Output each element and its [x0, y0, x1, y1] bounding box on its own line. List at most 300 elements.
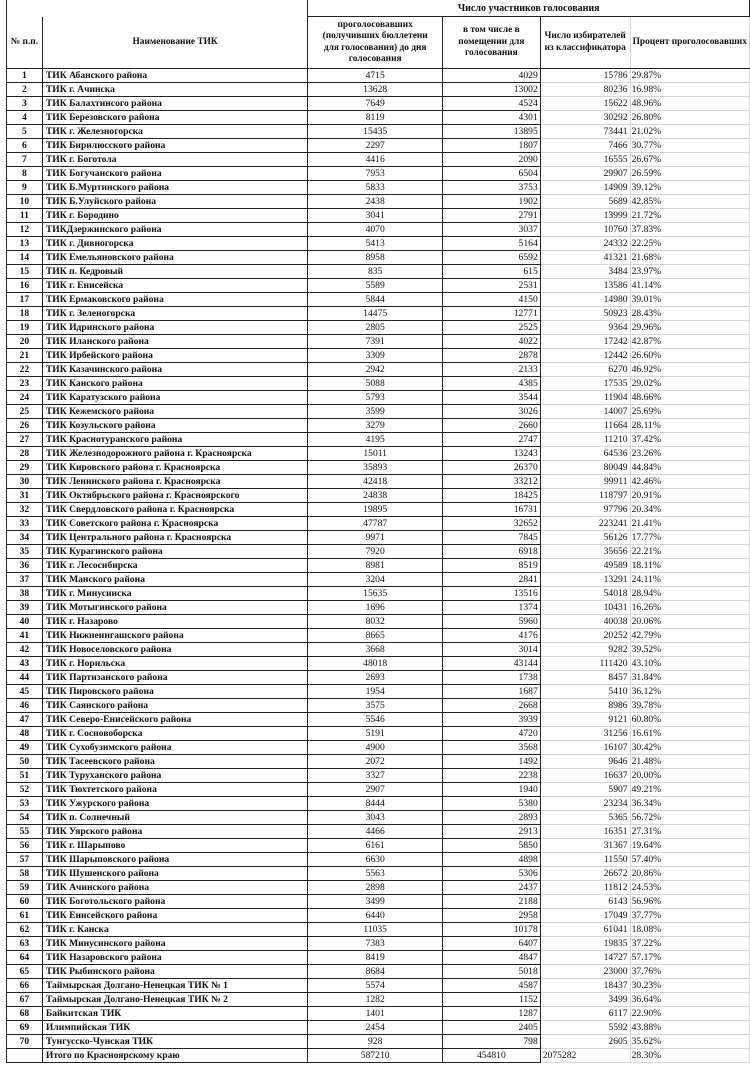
row-tik-name: ТИК Кировского района г. Красноярска: [42, 461, 308, 475]
row-number: 35: [7, 545, 43, 559]
row-voters: 97796: [540, 503, 630, 517]
table-row: [7, 573, 750, 587]
row-tik-name: ТИК г. Норильска: [42, 657, 308, 671]
row-voted: 3327: [308, 769, 443, 783]
row-tik-name: ТИК Ермаковского района: [42, 293, 308, 307]
row-voted: 35893: [308, 461, 443, 475]
row-voted: 7649: [308, 97, 443, 111]
row-number: 37: [7, 573, 43, 587]
row-tik-name: ТИК г. Лесосибирска: [42, 559, 308, 573]
row-voted: 3499: [308, 895, 443, 909]
row-percent: 29.96%: [630, 321, 749, 335]
row-voters: 6270: [540, 363, 630, 377]
row-voters: 16351: [540, 825, 630, 839]
row-voted: 15435: [308, 125, 443, 139]
row-tik-name: ТИК Кежемского района: [42, 405, 308, 419]
row-voters: 11210: [540, 433, 630, 447]
table-row: [7, 993, 750, 1007]
row-percent: 23.97%: [630, 265, 749, 279]
table-row: [7, 909, 750, 923]
row-voters: 13999: [540, 209, 630, 223]
table-row: [7, 783, 750, 797]
row-in-premises: 4847: [442, 951, 540, 965]
row-in-premises: 4385: [442, 377, 540, 391]
row-voted: 24838: [308, 489, 443, 503]
row-voted: 6161: [308, 839, 443, 853]
row-number: 53: [7, 797, 43, 811]
row-voters: 50923: [540, 307, 630, 321]
row-percent: 60.80%: [630, 713, 749, 727]
row-tik-name: ТИК г. Минусинска: [42, 587, 308, 601]
row-number: 17: [7, 293, 43, 307]
row-tik-name: ТИК Тюхтетского района: [42, 783, 308, 797]
table-row: [7, 209, 750, 223]
row-voters: 6143: [540, 895, 630, 909]
row-voted: 5844: [308, 293, 443, 307]
row-tik-name: ТИКДзержинского района: [42, 223, 308, 237]
row-number: 47: [7, 713, 43, 727]
row-in-premises: 2660: [442, 419, 540, 433]
row-percent: 21.68%: [630, 251, 749, 265]
row-percent: 48.96%: [630, 97, 749, 111]
row-voted: 8419: [308, 951, 443, 965]
row-voters: 8457: [540, 671, 630, 685]
row-percent: 16.98%: [630, 83, 749, 97]
row-number: 50: [7, 755, 43, 769]
row-number: 59: [7, 881, 43, 895]
row-tik-name: Таймырская Долгано-Ненецкая ТИК № 2: [42, 993, 308, 1007]
row-number: 43: [7, 657, 43, 671]
table-row: [7, 825, 750, 839]
row-percent: 56.96%: [630, 895, 749, 909]
row-percent: 20.00%: [630, 769, 749, 783]
row-number: 7: [7, 153, 43, 167]
row-tik-name: ТИК Советского района г. Красноярска: [42, 517, 308, 531]
row-voted: 5833: [308, 181, 443, 195]
row-voted: 4195: [308, 433, 443, 447]
table-row: [7, 265, 750, 279]
table-row: [7, 979, 750, 993]
row-voters: 17049: [540, 909, 630, 923]
row-voters: 9646: [540, 755, 630, 769]
row-voters: 13586: [540, 279, 630, 293]
row-tik-name: ТИК Казачинского района: [42, 363, 308, 377]
row-tik-name: Байкитская ТИК: [42, 1007, 308, 1021]
row-voted: 2907: [308, 783, 443, 797]
row-in-premises: 798: [442, 1035, 540, 1049]
row-percent: 43.88%: [630, 1021, 749, 1035]
row-voters: 49589: [540, 559, 630, 573]
row-voters: 73441: [540, 125, 630, 139]
row-percent: 21.72%: [630, 209, 749, 223]
row-in-premises: 1492: [442, 755, 540, 769]
row-tik-name: ТИК г. Канска: [42, 923, 308, 937]
row-voters: 80049: [540, 461, 630, 475]
row-tik-name: ТИК Шарыповского района: [42, 853, 308, 867]
table-row: [7, 489, 750, 503]
row-in-premises: 6407: [442, 937, 540, 951]
row-in-premises: 5164: [442, 237, 540, 251]
row-tik-name: Таймырская Долгано-Ненецкая ТИК № 1: [42, 979, 308, 993]
row-voted: 5191: [308, 727, 443, 741]
row-number: 13: [7, 237, 43, 251]
row-voted: 9971: [308, 531, 443, 545]
row-percent: 28.11%: [630, 419, 749, 433]
row-in-premises: 32652: [442, 517, 540, 531]
row-number: 38: [7, 587, 43, 601]
row-percent: 26.80%: [630, 111, 749, 125]
row-number: 22: [7, 363, 43, 377]
row-in-premises: 5306: [442, 867, 540, 881]
row-voters: 13291: [540, 573, 630, 587]
row-voters: 5907: [540, 783, 630, 797]
row-voters: 14727: [540, 951, 630, 965]
row-in-premises: 2668: [442, 699, 540, 713]
row-in-premises: 3037: [442, 223, 540, 237]
row-percent: 49.21%: [630, 783, 749, 797]
table-row: [7, 279, 750, 293]
row-voted: 3668: [308, 643, 443, 657]
row-percent: 37.76%: [630, 965, 749, 979]
row-percent: 44.84%: [630, 461, 749, 475]
row-number: 33: [7, 517, 43, 531]
row-voters: 14980: [540, 293, 630, 307]
row-in-premises: 4898: [442, 853, 540, 867]
row-voters: 15622: [540, 97, 630, 111]
row-voted: 5574: [308, 979, 443, 993]
table-row: [7, 839, 750, 853]
row-in-premises: 1807: [442, 139, 540, 153]
row-number: 29: [7, 461, 43, 475]
row-number: 42: [7, 643, 43, 657]
row-number: 62: [7, 923, 43, 937]
row-percent: 18.11%: [630, 559, 749, 573]
header-col-voted: проголосовавших (получивших бюллетени для голосования) до дня голосования: [308, 17, 443, 69]
row-in-premises: 13516: [442, 587, 540, 601]
row-in-premises: 2841: [442, 573, 540, 587]
row-percent: 37.83%: [630, 223, 749, 237]
row-number: 11: [7, 209, 43, 223]
row-tik-name: ТИК Идринского района: [42, 321, 308, 335]
row-voted: 6440: [308, 909, 443, 923]
row-voted: 4070: [308, 223, 443, 237]
row-number: 67: [7, 993, 43, 1007]
row-tik-name: ТИК Каратузского района: [42, 391, 308, 405]
table-row: [7, 713, 750, 727]
row-voted: 2898: [308, 881, 443, 895]
row-number: 64: [7, 951, 43, 965]
row-tik-name: ТИК Нижнеингашского района: [42, 629, 308, 643]
row-in-premises: 3753: [442, 181, 540, 195]
header-col-name: Наименование ТИК: [42, 17, 308, 69]
row-voters: 26672: [540, 867, 630, 881]
table-row: [7, 741, 750, 755]
row-voted: 2297: [308, 139, 443, 153]
row-in-premises: 3544: [442, 391, 540, 405]
table-row: [7, 727, 750, 741]
row-percent: 20.34%: [630, 503, 749, 517]
total-voted: 587210: [308, 1049, 443, 1063]
row-in-premises: 6504: [442, 167, 540, 181]
row-percent: 39.12%: [630, 181, 749, 195]
row-number: 54: [7, 811, 43, 825]
row-voters: 10760: [540, 223, 630, 237]
row-percent: 27.31%: [630, 825, 749, 839]
total-row: [7, 1049, 750, 1063]
row-voted: 19895: [308, 503, 443, 517]
header-col-num: № п.п.: [7, 17, 43, 69]
row-voters: 16555: [540, 153, 630, 167]
row-tik-name: Тунгусско-Чунская ТИК: [42, 1035, 308, 1049]
row-voted: 7953: [308, 167, 443, 181]
row-percent: 39.78%: [630, 699, 749, 713]
row-in-premises: 3939: [442, 713, 540, 727]
row-percent: 36.12%: [630, 685, 749, 699]
row-percent: 39.01%: [630, 293, 749, 307]
table-row: [7, 195, 750, 209]
row-tik-name: ТИК Ужурского района: [42, 797, 308, 811]
row-in-premises: 3026: [442, 405, 540, 419]
row-number: 6: [7, 139, 43, 153]
row-voters: 16107: [540, 741, 630, 755]
row-voters: 5365: [540, 811, 630, 825]
row-tik-name: ТИК Абанского района: [42, 69, 308, 83]
row-tik-name: ТИК Бирилюсского района: [42, 139, 308, 153]
row-voted: 5413: [308, 237, 443, 251]
row-in-premises: 1902: [442, 195, 540, 209]
row-voted: 4416: [308, 153, 443, 167]
row-number: 9: [7, 181, 43, 195]
table-row: [7, 587, 750, 601]
row-voters: 14909: [540, 181, 630, 195]
row-voters: 56126: [540, 531, 630, 545]
table-row: [7, 797, 750, 811]
row-voters: 9364: [540, 321, 630, 335]
row-percent: 56.72%: [630, 811, 749, 825]
row-voters: 3484: [540, 265, 630, 279]
row-tik-name: ТИК Уярского района: [42, 825, 308, 839]
row-percent: 28.94%: [630, 587, 749, 601]
row-number: 16: [7, 279, 43, 293]
row-tik-name: ТИК Минусинского района: [42, 937, 308, 951]
row-percent: 22.25%: [630, 237, 749, 251]
row-voted: 8119: [308, 111, 443, 125]
table-row: [7, 965, 750, 979]
row-in-premises: 2188: [442, 895, 540, 909]
row-voted: 8958: [308, 251, 443, 265]
row-percent: 16.61%: [630, 727, 749, 741]
row-percent: 29.87%: [630, 69, 749, 83]
row-number: 58: [7, 867, 43, 881]
row-number: 40: [7, 615, 43, 629]
row-tik-name: ТИК Северо-Енисейского района: [42, 713, 308, 727]
row-in-premises: 4720: [442, 727, 540, 741]
row-percent: 43.10%: [630, 657, 749, 671]
header-col-in-premises: в том числе в помещении для голосования: [442, 17, 540, 69]
row-voted: 2942: [308, 363, 443, 377]
table-row: [7, 517, 750, 531]
table-row: [7, 153, 750, 167]
table-row: [7, 405, 750, 419]
row-in-premises: 6592: [442, 251, 540, 265]
table-row: [7, 69, 750, 83]
row-tik-name: ТИК г. Енисейска: [42, 279, 308, 293]
row-tik-name: ТИК Октябрьского района г. Красноярского: [42, 489, 308, 503]
row-number: 5: [7, 125, 43, 139]
row-tik-name: ТИК Ирбейского района: [42, 349, 308, 363]
row-in-premises: 2531: [442, 279, 540, 293]
row-voted: 4466: [308, 825, 443, 839]
row-in-premises: 4029: [442, 69, 540, 83]
row-percent: 57.17%: [630, 951, 749, 965]
row-voters: 54018: [540, 587, 630, 601]
row-percent: 31.84%: [630, 671, 749, 685]
row-number: 2: [7, 83, 43, 97]
row-tik-name: ТИК Б.Муртинского района: [42, 181, 308, 195]
table-row: [7, 251, 750, 265]
row-voted: 3575: [308, 699, 443, 713]
row-tik-name: ТИК Б.Улуйского района: [42, 195, 308, 209]
table-row: [7, 181, 750, 195]
table-row: [7, 139, 750, 153]
table-row: [7, 601, 750, 615]
table-row: [7, 699, 750, 713]
row-in-premises: 12771: [442, 307, 540, 321]
row-tik-name: ТИК г. Ачинска: [42, 83, 308, 97]
row-voters: 8986: [540, 699, 630, 713]
row-number: 56: [7, 839, 43, 853]
row-voted: 2072: [308, 755, 443, 769]
row-voted: 4715: [308, 69, 443, 83]
row-number: 52: [7, 783, 43, 797]
row-in-premises: 2958: [442, 909, 540, 923]
row-percent: 41.14%: [630, 279, 749, 293]
row-tik-name: ТИК Пировского района: [42, 685, 308, 699]
row-number: 46: [7, 699, 43, 713]
row-number: 69: [7, 1021, 43, 1035]
row-voters: 30292: [540, 111, 630, 125]
row-voters: 17535: [540, 377, 630, 391]
row-voters: 20252: [540, 629, 630, 643]
row-tik-name: ТИК Ачинского района: [42, 881, 308, 895]
row-number: 65: [7, 965, 43, 979]
row-in-premises: 10178: [442, 923, 540, 937]
row-tik-name: ТИК Козульского района: [42, 419, 308, 433]
row-voted: 1401: [308, 1007, 443, 1021]
row-voted: 835: [308, 265, 443, 279]
row-voted: 15011: [308, 447, 443, 461]
row-voters: 15786: [540, 69, 630, 83]
row-percent: 21.48%: [630, 755, 749, 769]
table-row: [7, 335, 750, 349]
row-in-premises: 4022: [442, 335, 540, 349]
table-row: [7, 349, 750, 363]
table-row: [7, 923, 750, 937]
row-tik-name: ТИК Туруханского района: [42, 769, 308, 783]
row-number: 25: [7, 405, 43, 419]
row-number: 15: [7, 265, 43, 279]
row-voted: 5563: [308, 867, 443, 881]
row-voters: 61041: [540, 923, 630, 937]
row-voters: 12442: [540, 349, 630, 363]
row-voters: 18437: [540, 979, 630, 993]
row-percent: 36.34%: [630, 797, 749, 811]
table-row: [7, 391, 750, 405]
row-voted: 8032: [308, 615, 443, 629]
row-voted: 5088: [308, 377, 443, 391]
row-number: 39: [7, 601, 43, 615]
table-row: [7, 223, 750, 237]
row-in-premises: 4587: [442, 979, 540, 993]
row-tik-name: ТИК г. Дивногорска: [42, 237, 308, 251]
row-in-premises: 1152: [442, 993, 540, 1007]
row-voted: 3279: [308, 419, 443, 433]
row-percent: 37.77%: [630, 909, 749, 923]
row-in-premises: 3014: [442, 643, 540, 657]
row-in-premises: 5850: [442, 839, 540, 853]
table-row: [7, 475, 750, 489]
row-number: 49: [7, 741, 43, 755]
table-row: [7, 447, 750, 461]
row-voted: 1954: [308, 685, 443, 699]
row-voters: 23000: [540, 965, 630, 979]
table-row: [7, 111, 750, 125]
row-tik-name: ТИК Рыбинского района: [42, 965, 308, 979]
row-voted: 928: [308, 1035, 443, 1049]
row-in-premises: 2791: [442, 209, 540, 223]
table-row: [7, 755, 750, 769]
row-number: 12: [7, 223, 43, 237]
header-top-blank: [7, 0, 308, 17]
row-tik-name: ТИК Центрального района г. Красноярска: [42, 531, 308, 545]
row-number: 18: [7, 307, 43, 321]
table-body: [7, 69, 750, 1049]
row-percent: 35.62%: [630, 1035, 749, 1049]
table-row: [7, 951, 750, 965]
row-percent: 21.02%: [630, 125, 749, 139]
table-row: [7, 853, 750, 867]
table-row: [7, 895, 750, 909]
row-voted: 8684: [308, 965, 443, 979]
row-voted: 15635: [308, 587, 443, 601]
row-in-premises: 2878: [442, 349, 540, 363]
row-percent: 48.66%: [630, 391, 749, 405]
row-percent: 17.77%: [630, 531, 749, 545]
row-voters: 9121: [540, 713, 630, 727]
row-tik-name: ТИК г. Боготола: [42, 153, 308, 167]
row-voted: 3043: [308, 811, 443, 825]
row-voters: 223241: [540, 517, 630, 531]
table-row: [7, 293, 750, 307]
table-row: [7, 867, 750, 881]
row-in-premises: 4176: [442, 629, 540, 643]
row-tik-name: ТИК Саянского района: [42, 699, 308, 713]
row-voters: 41321: [540, 251, 630, 265]
row-voted: 2454: [308, 1021, 443, 1035]
row-number: 55: [7, 825, 43, 839]
row-voters: 2605: [540, 1035, 630, 1049]
row-voters: 3499: [540, 993, 630, 1007]
row-number: 66: [7, 979, 43, 993]
row-voted: 2438: [308, 195, 443, 209]
table-row: [7, 1035, 750, 1049]
row-tik-name: ТИК г. Сосновоборска: [42, 727, 308, 741]
row-number: 51: [7, 769, 43, 783]
row-voted: 13628: [308, 83, 443, 97]
row-tik-name: ТИК Иланского района: [42, 335, 308, 349]
row-voters: 7466: [540, 139, 630, 153]
row-in-premises: 2525: [442, 321, 540, 335]
